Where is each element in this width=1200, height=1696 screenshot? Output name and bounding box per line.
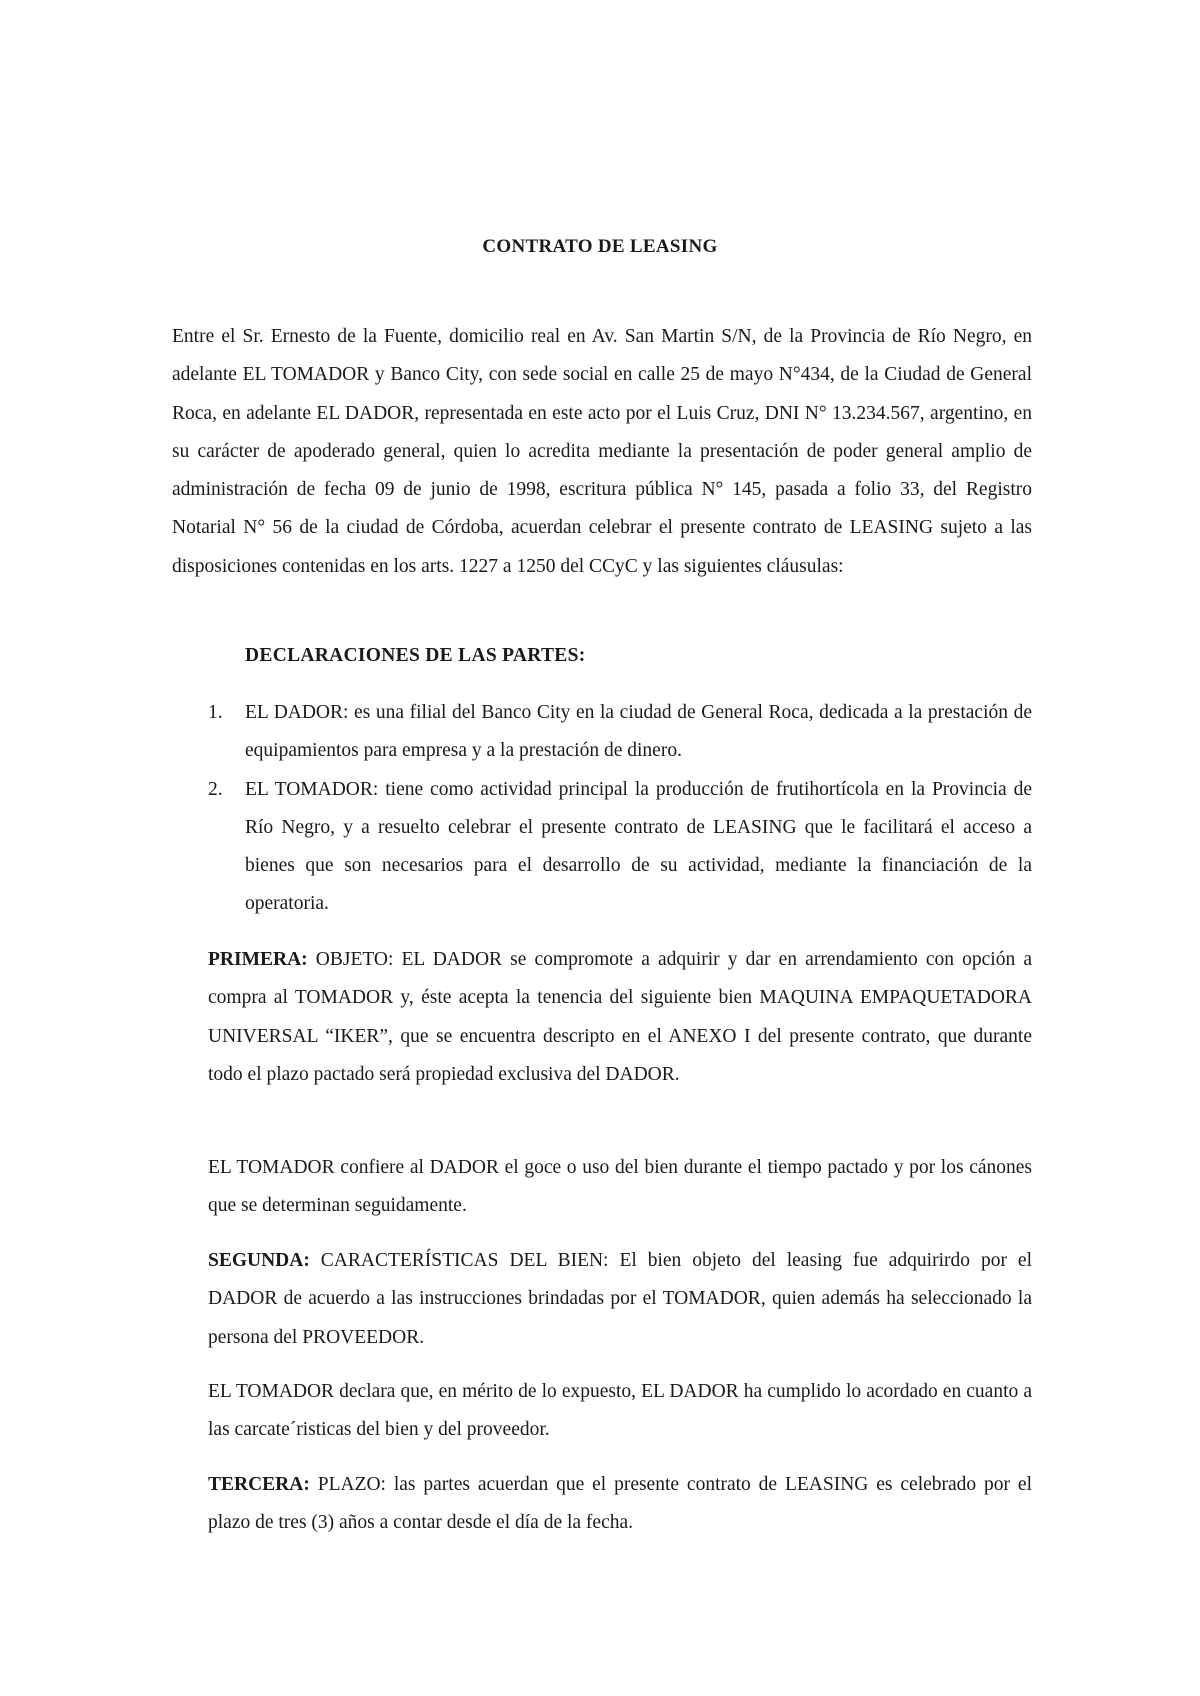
clause-segunda-text: CARACTERÍSTICAS DEL BIEN: El bien objeto del leasing fue adquirirdo por el DADOR de acuerdo a las instrucciones brindadas por el TOMADOR, quien además ha seleccionado la persona del PROVEEDOR. — [208, 1250, 1032, 1348]
clause-primera — [208, 941, 1032, 1094]
document-title: CONTRATO DE LEASING — [482, 236, 718, 257]
declarations-list — [208, 694, 1032, 924]
clause-tercera — [208, 1466, 1032, 1543]
declarations-heading: DECLARACIONES DE LAS PARTES: — [245, 645, 586, 666]
declaration-number: 1. — [208, 702, 223, 723]
clause-tercera-label: TERCERA: — [208, 1474, 310, 1495]
paragraph-tomador-declara: EL TOMADOR declara que, en mérito de lo expuesto, EL DADOR ha cumplido lo acordado en cuanto a las carcate´risticas del bien y del proveedor. — [208, 1381, 1032, 1441]
clause-segunda-label: SEGUNDA: — [208, 1250, 310, 1271]
clause-primera-label: PRIMERA: — [208, 949, 308, 970]
declaration-item-tomador — [208, 771, 1032, 924]
declaration-item-dador — [208, 694, 1032, 771]
clause-primera-text: OBJETO: EL DADOR se compromote a adquirir y dar en arrendamiento con opción a compra al TOMADOR y, éste acepta la tenencia del siguiente bien MAQUINA EMPAQUETADORA UNIVERSAL “IKER”, que se encuentra descripto en el ANEXO I del presente contrato, que durante todo el plazo pactado será propiedad exclusiva del DADOR. — [208, 949, 1032, 1085]
declaration-number: 2. — [208, 778, 223, 800]
intro-paragraph: Entre el Sr. Ernesto de la Fuente, domicilio real en Av. San Martin S/N, de la Provincia de Río Negro, en adelante EL TOMADOR y Banco City, con sede social en calle 25 de mayo N°434, de la Ciudad de General Roca, en adelante EL DADOR, representada en este acto por el Luis Cruz, DNI N° 13.234.567, argentino, en su carácter de apoderado general, quien lo acredita mediante la presentación de poder general amplio de administración de fecha 09 de junio de 1998, escritura pública N° 145, pasada a folio 33, del Registro Notarial N° 56 de la ciudad de Córdoba, acuerdan celebrar el presente contrato de LEASING sujeto a las disposiciones contenidas en los arts. 1227 a 1250 del CCyC y las siguientes cláusulas: — [172, 326, 1032, 577]
paragraph-tomador-confiere: EL TOMADOR confiere al DADOR el goce o uso del bien durante el tiempo pactado y por los cánones que se determinan seguidamente. — [208, 1157, 1032, 1217]
clause-segunda — [208, 1242, 1032, 1357]
clause-tercera-text: PLAZO: las partes acuerdan que el presente contrato de LEASING es celebrado por el plazo de tres (3) años a contar desde el día de la fecha. — [208, 1474, 1032, 1534]
declaration-text: EL DADOR: es una filial del Banco City en la ciudad de General Roca, dedicada a la prestación de equipamientos para empresa y a la prestación de dinero. — [245, 702, 1032, 762]
declaration-text: EL TOMADOR: tiene como actividad principal la producción de frutihortícola en la Provincia de Río Negro, y a resuelto celebrar el presente contrato de LEASING que le facilitará el acceso a bienes que son necesarios para el desarrollo de su actividad, mediante la financiación de la operatoria. — [245, 778, 1032, 915]
